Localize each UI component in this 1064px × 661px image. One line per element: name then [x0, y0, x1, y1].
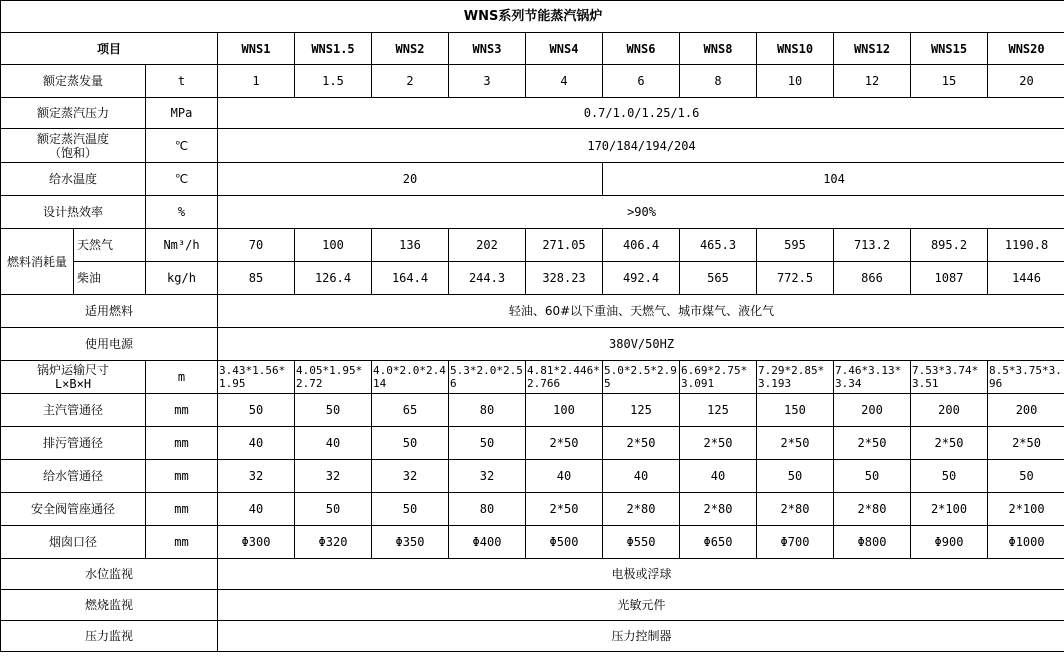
- chimney-value-cell: Φ300: [218, 526, 295, 559]
- model-header-cell: WNS20: [988, 33, 1064, 65]
- evaporation-value-cell: 12: [834, 65, 911, 98]
- main-steam-pipe-label: 主汽管通径: [1, 394, 146, 427]
- chimney-value-cell: Φ320: [295, 526, 372, 559]
- chimney-value-cell: Φ350: [372, 526, 449, 559]
- power-value: 380V/50HZ: [218, 328, 1064, 361]
- chimney-value-cell: Φ650: [680, 526, 757, 559]
- diesel-value-cell: 328.23: [526, 262, 603, 295]
- efficiency-label: 设计热效率: [1, 196, 146, 229]
- diesel-value-cell: 772.5: [757, 262, 834, 295]
- blowdown-pipe-value-cell: 2*50: [988, 427, 1064, 460]
- feedwater-pipe-value-cell: 50: [911, 460, 988, 493]
- blowdown-pipe-value-cell: 2*50: [526, 427, 603, 460]
- item-header: 项目: [1, 33, 218, 65]
- diesel-value-cell: 244.3: [449, 262, 526, 295]
- chimney-value-cell: Φ1000: [988, 526, 1064, 559]
- natural-gas-value-cell: 202: [449, 229, 526, 262]
- feedwater-temp-value-b: 104: [603, 163, 1064, 196]
- diesel-value-cell: 126.4: [295, 262, 372, 295]
- diesel-value-cell: 1446: [988, 262, 1064, 295]
- temperature-value: 170/184/194/204: [218, 129, 1064, 163]
- combustion-row: [1, 590, 1064, 621]
- blowdown-pipe-unit: mm: [146, 427, 218, 460]
- model-header-cell: WNS10: [757, 33, 834, 65]
- diesel-label: 柴油: [74, 262, 146, 295]
- natural-gas-value-cell: 1190.8: [988, 229, 1064, 262]
- main-steam-pipe-value-cell: 150: [757, 394, 834, 427]
- natural-gas-value-cell: 595: [757, 229, 834, 262]
- chimney-unit: mm: [146, 526, 218, 559]
- safety-valve-pipe-value-cell: 2*100: [988, 493, 1064, 526]
- safety-valve-pipe-value-cell: 80: [449, 493, 526, 526]
- combustion-label: 燃烧监视: [1, 590, 218, 621]
- safety-valve-pipe-value-cell: 2*100: [911, 493, 988, 526]
- feedwater-pipe-value-cell: 50: [834, 460, 911, 493]
- natural-gas-row: [1, 229, 1064, 262]
- evaporation-row: [1, 65, 1064, 98]
- temperature-label: [1, 129, 146, 163]
- model-header-cell: WNS2: [372, 33, 449, 65]
- evaporation-label: 额定蒸发量: [1, 65, 146, 98]
- pressure-unit: MPa: [146, 98, 218, 129]
- blowdown-pipe-value-cell: 2*50: [911, 427, 988, 460]
- feedwater-pipe-value-cell: 40: [680, 460, 757, 493]
- blowdown-pipe-value-cell: 2*50: [603, 427, 680, 460]
- pressure-monitor-value: 压力控制器: [218, 621, 1064, 652]
- chimney-value-cell: Φ900: [911, 526, 988, 559]
- model-header-cell: WNS1: [218, 33, 295, 65]
- evaporation-unit: t: [146, 65, 218, 98]
- power-label: 使用电源: [1, 328, 218, 361]
- natural-gas-value-cell: 713.2: [834, 229, 911, 262]
- model-header-cell: WNS15: [911, 33, 988, 65]
- chimney-label: 烟囱口径: [1, 526, 146, 559]
- natural-gas-value-cell: 465.3: [680, 229, 757, 262]
- pressure-monitor-label: 压力监视: [1, 621, 218, 652]
- model-header-cell: WNS12: [834, 33, 911, 65]
- safety-valve-pipe-value-cell: 2*80: [757, 493, 834, 526]
- table-title: WNS系列节能蒸汽锅炉: [1, 1, 1064, 33]
- blowdown-pipe-row: [1, 427, 1064, 460]
- natural-gas-value-cell: 70: [218, 229, 295, 262]
- header-row: [1, 33, 1064, 65]
- safety-valve-pipe-value-cell: 2*80: [603, 493, 680, 526]
- model-header-cell: WNS3: [449, 33, 526, 65]
- main-steam-pipe-value-cell: 65: [372, 394, 449, 427]
- power-row: [1, 328, 1064, 361]
- feedwater-pipe-value-cell: 40: [526, 460, 603, 493]
- main-steam-pipe-value-cell: 100: [526, 394, 603, 427]
- main-steam-pipe-value-cell: 200: [911, 394, 988, 427]
- main-steam-pipe-value-cell: 200: [988, 394, 1064, 427]
- diesel-row: [1, 262, 1064, 295]
- evaporation-value-cell: 1: [218, 65, 295, 98]
- evaporation-value-cell: 20: [988, 65, 1064, 98]
- transport-size-label-line1: 锅炉运输尺寸: [36, 363, 109, 377]
- natural-gas-unit: Nm³/h: [146, 229, 218, 262]
- diesel-value-cell: 85: [218, 262, 295, 295]
- feedwater-pipe-value-cell: 32: [449, 460, 526, 493]
- blowdown-pipe-value-cell: 2*50: [757, 427, 834, 460]
- temperature-label-line2: （饱和）: [48, 145, 97, 160]
- main-steam-pipe-value-cell: 125: [603, 394, 680, 427]
- diesel-value-cell: 492.4: [603, 262, 680, 295]
- diesel-value-cell: 1087: [911, 262, 988, 295]
- main-steam-pipe-value-cell: 80: [449, 394, 526, 427]
- feedwater-pipe-value-cell: 32: [372, 460, 449, 493]
- pressure-row: [1, 98, 1064, 129]
- fuel-types-label: 适用燃料: [1, 295, 218, 328]
- feedwater-pipe-value-cell: 50: [988, 460, 1064, 493]
- feedwater-pipe-label: 给水管通径: [1, 460, 146, 493]
- evaporation-value-cell: 1.5: [295, 65, 372, 98]
- fuel-types-value: 轻油、60#以下重油、天燃气、城市煤气、液化气: [218, 295, 1064, 328]
- transport-size-value-cell: 4.81*2.446*2.766: [526, 361, 603, 394]
- diesel-value-cell: 866: [834, 262, 911, 295]
- diesel-unit: kg/h: [146, 262, 218, 295]
- blowdown-pipe-label: 排污管通径: [1, 427, 146, 460]
- transport-size-value-cell: 5.3*2.0*2.56: [449, 361, 526, 394]
- safety-valve-pipe-unit: mm: [146, 493, 218, 526]
- evaporation-value-cell: 3: [449, 65, 526, 98]
- chimney-value-cell: Φ400: [449, 526, 526, 559]
- feedwater-temp-unit: ℃: [146, 163, 218, 196]
- feedwater-pipe-value-cell: 50: [757, 460, 834, 493]
- main-steam-pipe-value-cell: 50: [218, 394, 295, 427]
- water-level-row: [1, 559, 1064, 590]
- feedwater-pipe-value-cell: 40: [603, 460, 680, 493]
- model-header-cell: WNS1.5: [295, 33, 372, 65]
- transport-size-value-cell: 5.0*2.5*2.95: [603, 361, 680, 394]
- natural-gas-label: 天然气: [74, 229, 146, 262]
- blowdown-pipe-value-cell: 2*50: [834, 427, 911, 460]
- chimney-value-cell: Φ500: [526, 526, 603, 559]
- diesel-value-cell: 164.4: [372, 262, 449, 295]
- evaporation-value-cell: 2: [372, 65, 449, 98]
- feedwater-pipe-value-cell: 32: [218, 460, 295, 493]
- efficiency-row: [1, 196, 1064, 229]
- feedwater-temp-value-a: 20: [218, 163, 603, 196]
- safety-valve-pipe-value-cell: 2*80: [680, 493, 757, 526]
- transport-size-value-cell: 6.69*2.75*3.091: [680, 361, 757, 394]
- natural-gas-value-cell: 895.2: [911, 229, 988, 262]
- safety-valve-pipe-value-cell: 2*80: [834, 493, 911, 526]
- main-steam-pipe-unit: mm: [146, 394, 218, 427]
- transport-size-row: [1, 361, 1064, 394]
- safety-valve-pipe-value-cell: 40: [218, 493, 295, 526]
- efficiency-value: >90%: [218, 196, 1064, 229]
- fuel-consumption-label: 燃料消耗量: [1, 229, 74, 295]
- water-level-value: 电极或浮球: [218, 559, 1064, 590]
- temperature-row: [1, 129, 1064, 163]
- feedwater-pipe-row: [1, 460, 1064, 493]
- diesel-value-cell: 565: [680, 262, 757, 295]
- model-header-cell: WNS8: [680, 33, 757, 65]
- chimney-value-cell: Φ550: [603, 526, 680, 559]
- main-steam-pipe-value-cell: 200: [834, 394, 911, 427]
- blowdown-pipe-value-cell: 40: [295, 427, 372, 460]
- natural-gas-value-cell: 406.4: [603, 229, 680, 262]
- chimney-row: [1, 526, 1064, 559]
- transport-size-label-line2: L×B×H: [54, 377, 92, 391]
- chimney-value-cell: Φ700: [757, 526, 834, 559]
- model-header-cell: WNS6: [603, 33, 680, 65]
- blowdown-pipe-value-cell: 50: [449, 427, 526, 460]
- transport-size-value-cell: 8.5*3.75*3.96: [988, 361, 1064, 394]
- transport-size-value-cell: 4.05*1.95*2.72: [295, 361, 372, 394]
- natural-gas-value-cell: 100: [295, 229, 372, 262]
- temperature-unit: ℃: [146, 129, 218, 163]
- evaporation-value-cell: 8: [680, 65, 757, 98]
- main-steam-pipe-value-cell: 125: [680, 394, 757, 427]
- safety-valve-pipe-value-cell: 50: [372, 493, 449, 526]
- safety-valve-pipe-row: [1, 493, 1064, 526]
- fuel-types-row: [1, 295, 1064, 328]
- water-level-label: 水位监视: [1, 559, 218, 590]
- feedwater-pipe-value-cell: 32: [295, 460, 372, 493]
- evaporation-value-cell: 4: [526, 65, 603, 98]
- transport-size-value-cell: 3.43*1.56*1.95: [218, 361, 295, 394]
- transport-size-unit: m: [146, 361, 218, 394]
- feedwater-pipe-unit: mm: [146, 460, 218, 493]
- natural-gas-value-cell: 271.05: [526, 229, 603, 262]
- feedwater-temp-row: [1, 163, 1064, 196]
- chimney-value-cell: Φ800: [834, 526, 911, 559]
- blowdown-pipe-value-cell: 50: [372, 427, 449, 460]
- blowdown-pipe-value-cell: 2*50: [680, 427, 757, 460]
- natural-gas-value-cell: 136: [372, 229, 449, 262]
- transport-size-value-cell: 7.53*3.74*3.51: [911, 361, 988, 394]
- feedwater-temp-label: 给水温度: [1, 163, 146, 196]
- transport-size-label: [1, 361, 146, 394]
- transport-size-value-cell: 7.29*2.85*3.193: [757, 361, 834, 394]
- temperature-label-line1: 额定蒸汽温度: [36, 131, 109, 146]
- blowdown-pipe-value-cell: 40: [218, 427, 295, 460]
- evaporation-value-cell: 10: [757, 65, 834, 98]
- evaporation-value-cell: 6: [603, 65, 680, 98]
- pressure-value: 0.7/1.0/1.25/1.6: [218, 98, 1064, 129]
- transport-size-value-cell: 7.46*3.13*3.34: [834, 361, 911, 394]
- efficiency-unit: %: [146, 196, 218, 229]
- pressure-monitor-row: [1, 621, 1064, 652]
- model-header-cell: WNS4: [526, 33, 603, 65]
- combustion-value: 光敏元件: [218, 590, 1064, 621]
- main-steam-pipe-value-cell: 50: [295, 394, 372, 427]
- safety-valve-pipe-label: 安全阀管座通径: [1, 493, 146, 526]
- evaporation-value-cell: 15: [911, 65, 988, 98]
- pressure-label: 额定蒸汽压力: [1, 98, 146, 129]
- safety-valve-pipe-value-cell: 50: [295, 493, 372, 526]
- main-steam-pipe-row: [1, 394, 1064, 427]
- transport-size-value-cell: 4.0*2.0*2.414: [372, 361, 449, 394]
- safety-valve-pipe-value-cell: 2*50: [526, 493, 603, 526]
